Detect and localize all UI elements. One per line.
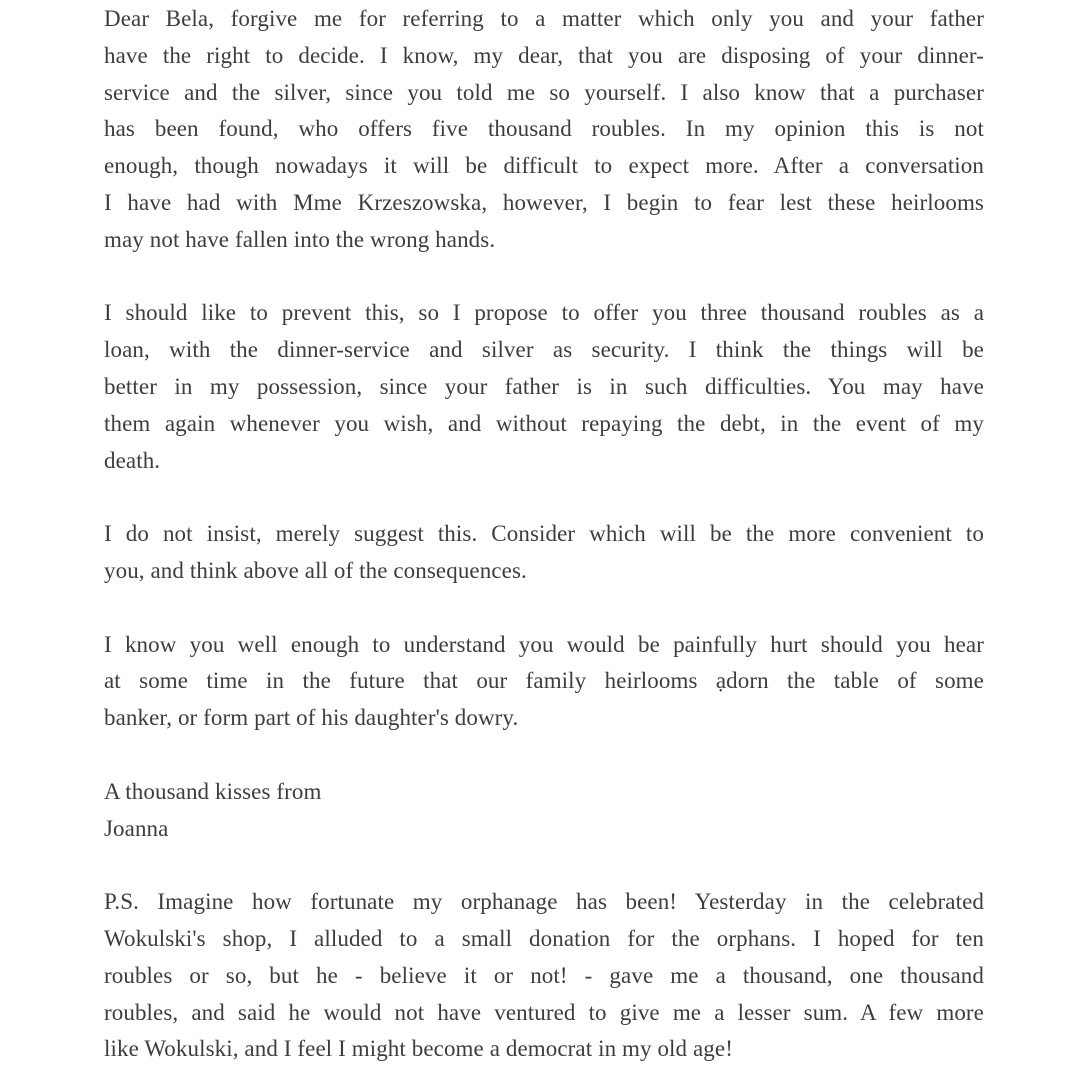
text-line: roubles, and said he would not have ventured to give me a lesser sum. A few more	[104, 999, 984, 1025]
text-line: better in my possession, since your father is in such difficulties. You may have	[104, 373, 984, 399]
text-line: have the right to decide. I know, my dear, that you are disposing of your dinner-	[104, 42, 984, 68]
text-line: I know you well enough to understand you would be painfully hurt should you hear	[104, 631, 984, 657]
letter-page	[104, 1, 984, 1068]
text-line: banker, or form part of his daughter's dowry.	[104, 705, 519, 731]
signature-closing-line: A thousand kisses from	[104, 778, 322, 804]
text-line: I have had with Mme Krzeszowska, however, I begin to fear lest these heirlooms	[104, 189, 984, 215]
text-line: may not have fallen into the wrong hands.	[104, 226, 496, 252]
text-line: them again whenever you wish, and without repaying the debt, in the event of my	[104, 410, 984, 436]
text-line: P.S. Imagine how fortunate my orphanage has been! Yesterday in the celebrated	[104, 889, 984, 915]
paragraph-3	[104, 516, 984, 590]
text-line: loan, with the dinner-service and silver as security. I think the things will be	[104, 337, 984, 363]
postscript	[104, 884, 984, 1068]
text-line: at some time in the future that our family heirlooms ạdorn the table of some	[104, 668, 984, 694]
text-line: you, and think above all of the consequences.	[104, 557, 527, 583]
paragraph-2	[104, 295, 984, 479]
text-line: I do not insist, merely suggest this. Consider which will be the more convenient to	[104, 521, 984, 547]
text-line: I should like to prevent this, so I propose to offer you three thousand roubles as a	[104, 300, 984, 326]
text-line: has been found, who offers five thousand roubles. In my opinion this is not	[104, 116, 984, 142]
text-line: death.	[104, 447, 161, 473]
text-line: Dear Bela, forgive me for referring to a matter which only you and your father	[104, 6, 984, 31]
signature-block	[104, 774, 984, 848]
text-line: enough, though nowadays it will be difficult to expect more. After a conversation	[104, 153, 984, 179]
paragraph-4	[104, 627, 984, 737]
paragraph-1	[104, 1, 984, 259]
text-line: like Wokulski, and I feel I might become a democrat in my old age!	[104, 1036, 733, 1062]
signature-name-line: Joanna	[104, 815, 169, 841]
text-line: roubles or so, but he - believe it or not! - gave me a thousand, one thousand	[104, 962, 984, 988]
text-line: Wokulski's shop, I alluded to a small donation for the orphans. I hoped for ten	[104, 925, 984, 951]
text-line: service and the silver, since you told me so yourself. I also know that a purchaser	[104, 79, 984, 105]
